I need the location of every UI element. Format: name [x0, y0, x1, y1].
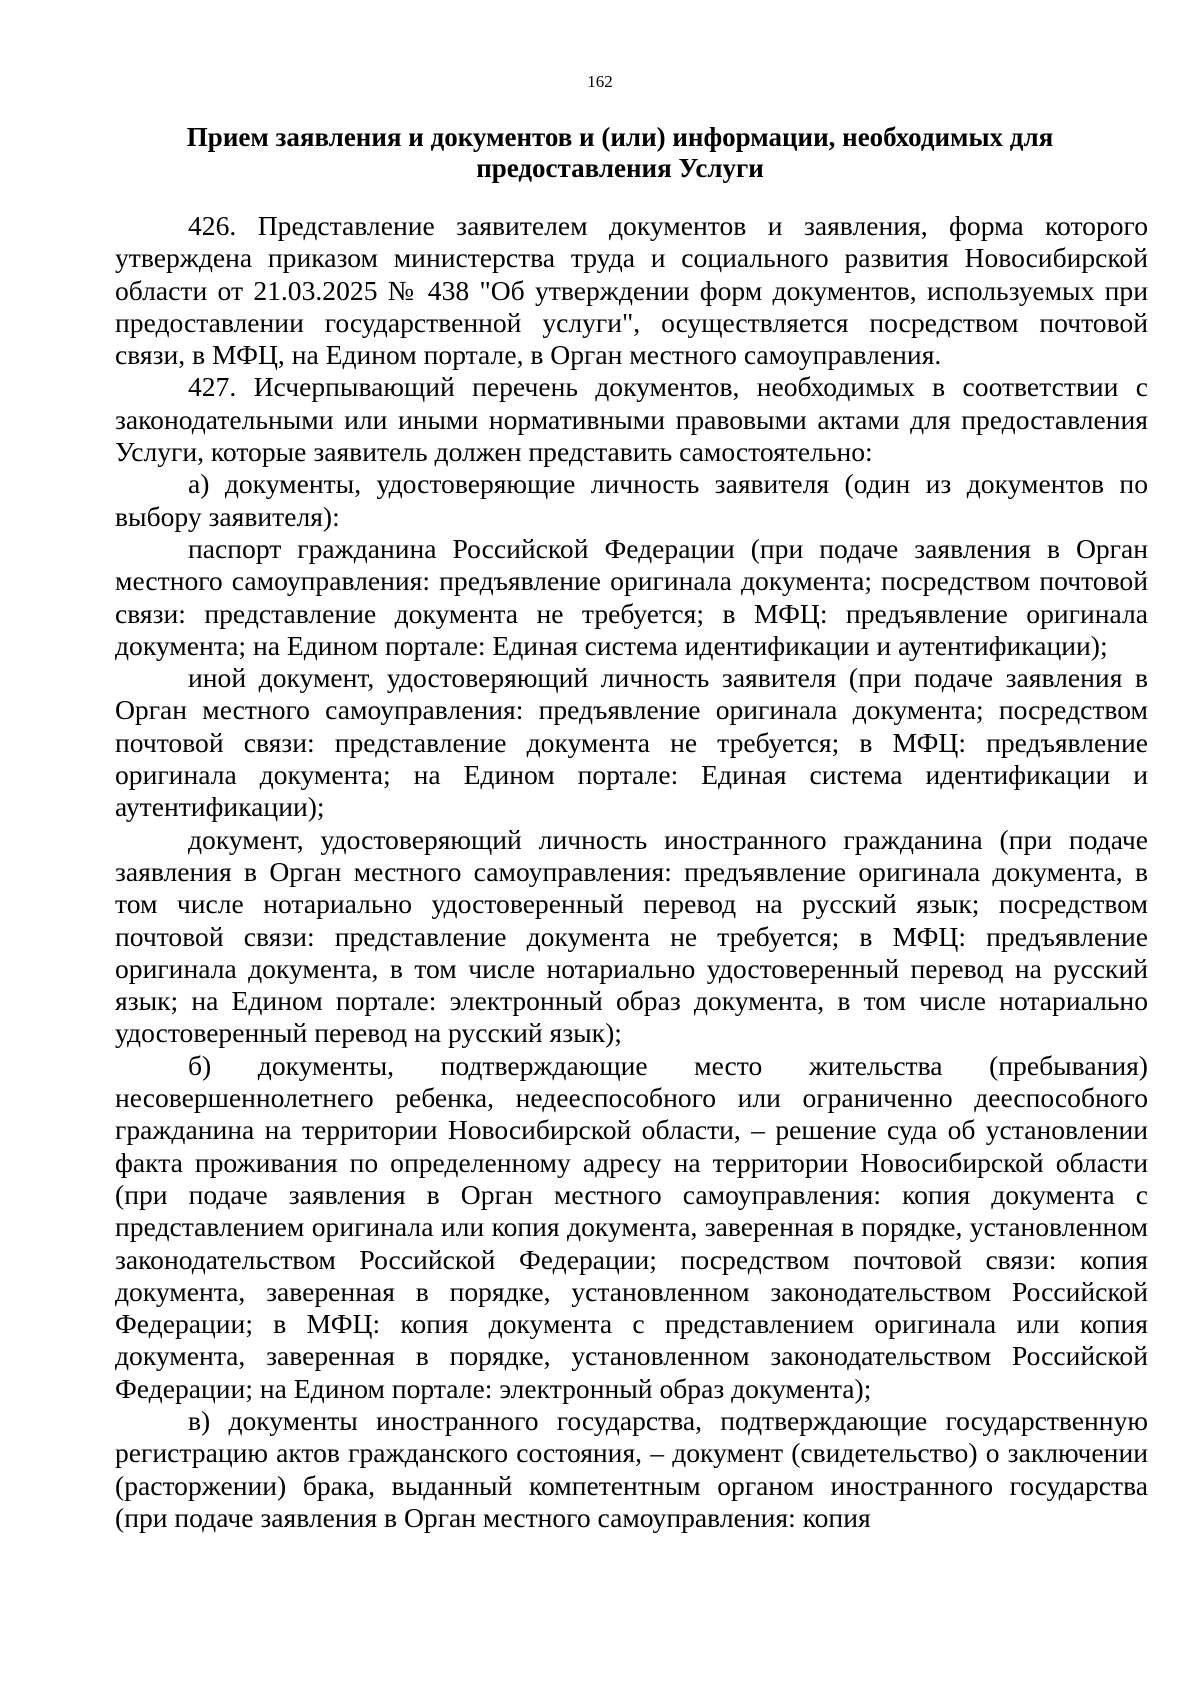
section-title-line-2: предоставления Услуги [476, 153, 764, 183]
paragraph-426: 426. Представление заявителем документов и заявления, форма которого утверждена приказом министерства труда и социального развития Новосибирской области от 21.03.2025 № 438 "Об утверждении форм документов, используемых при предоставлении государственной услуги", осуществляется посредством почтовой связи, в МФЦ, на Едином портале, в Орган местного самоуправления. [115, 210, 1148, 371]
section-title-line-1: Прием заявления и документов и (или) информации, необходимых для [186, 122, 1054, 152]
paragraph-427: 427. Исчерпывающий перечень документов, необходимых в соответствии с законодательными или иными нормативными правовыми актами для предоставления Услуги, которые заявитель должен представить самостоятельно: [115, 371, 1148, 468]
list-item-b: б) документы, подтверждающие место жительства (пребывания) несовершеннолетнего ребенка, недееспособного или ограниченно дееспособного гражданина на территории Новосибирской области, – решение суда об установлении факта проживания по определенному адресу на территории Новосибирской области (при подаче заявления в Орган местного самоуправления: копия документа с представлением оригинала или копия документа, заверенная в порядке, установленном законодательством Российской Федерации; посредством почтовой связи: копия документа, заверенная в порядке, установленном законодательством Российской Федерации; в МФЦ: копия документа с представлением оригинала или копия документа, заверенная в порядке, установленном законодательством Российской Федерации; на Едином портале: электронный образ документа); [115, 1049, 1148, 1404]
list-item-v: в) документы иностранного государства, подтверждающие государственную регистрацию актов гражданского состояния, – документ (свидетельство) о заключении (расторжении) брака, выданный компетентным органом иностранного государства (при подаче заявления в Орган местного самоуправления: копия [115, 1404, 1148, 1533]
section-title [170, 122, 1070, 184]
list-item-other-id: иной документ, удостоверяющий личность заявителя (при подаче заявления в Орган местного самоуправления: предъявление оригинала документа; посредством почтовой связи: представление документа не требуется; в МФЦ: предъявление оригинала документа; на Едином портале: Единая система идентификации и аутентификации); [115, 662, 1148, 823]
list-item-passport: паспорт гражданина Российской Федерации (при подаче заявления в Орган местного самоуправления: предъявление оригинала документа; посредством почтовой связи: представление документа не требуется; в МФЦ: предъявление оригинала документа; на Едином портале: Единая система идентификации и аутентификации); [115, 532, 1148, 661]
list-item-foreign-id: документ, удостоверяющий личность иностранного гражданина (при подаче заявления в Орган местного самоуправления: предъявление оригинала документа, в том числе нотариально удостоверенный перевод на русский язык; посредством почтовой связи: представление документа не требуется; в МФЦ: предъявление оригинала документа, в том числе нотариально удостоверенный перевод на русский язык; на Едином портале: электронный образ документа, в том числе нотариально удостоверенный перевод на русский язык); [115, 823, 1148, 1049]
page-number: 162 [587, 72, 613, 91]
list-item-a: а) документы, удостоверяющие личность заявителя (один из документов по выбору заявителя): [115, 468, 1148, 532]
document-body [115, 210, 1148, 1534]
